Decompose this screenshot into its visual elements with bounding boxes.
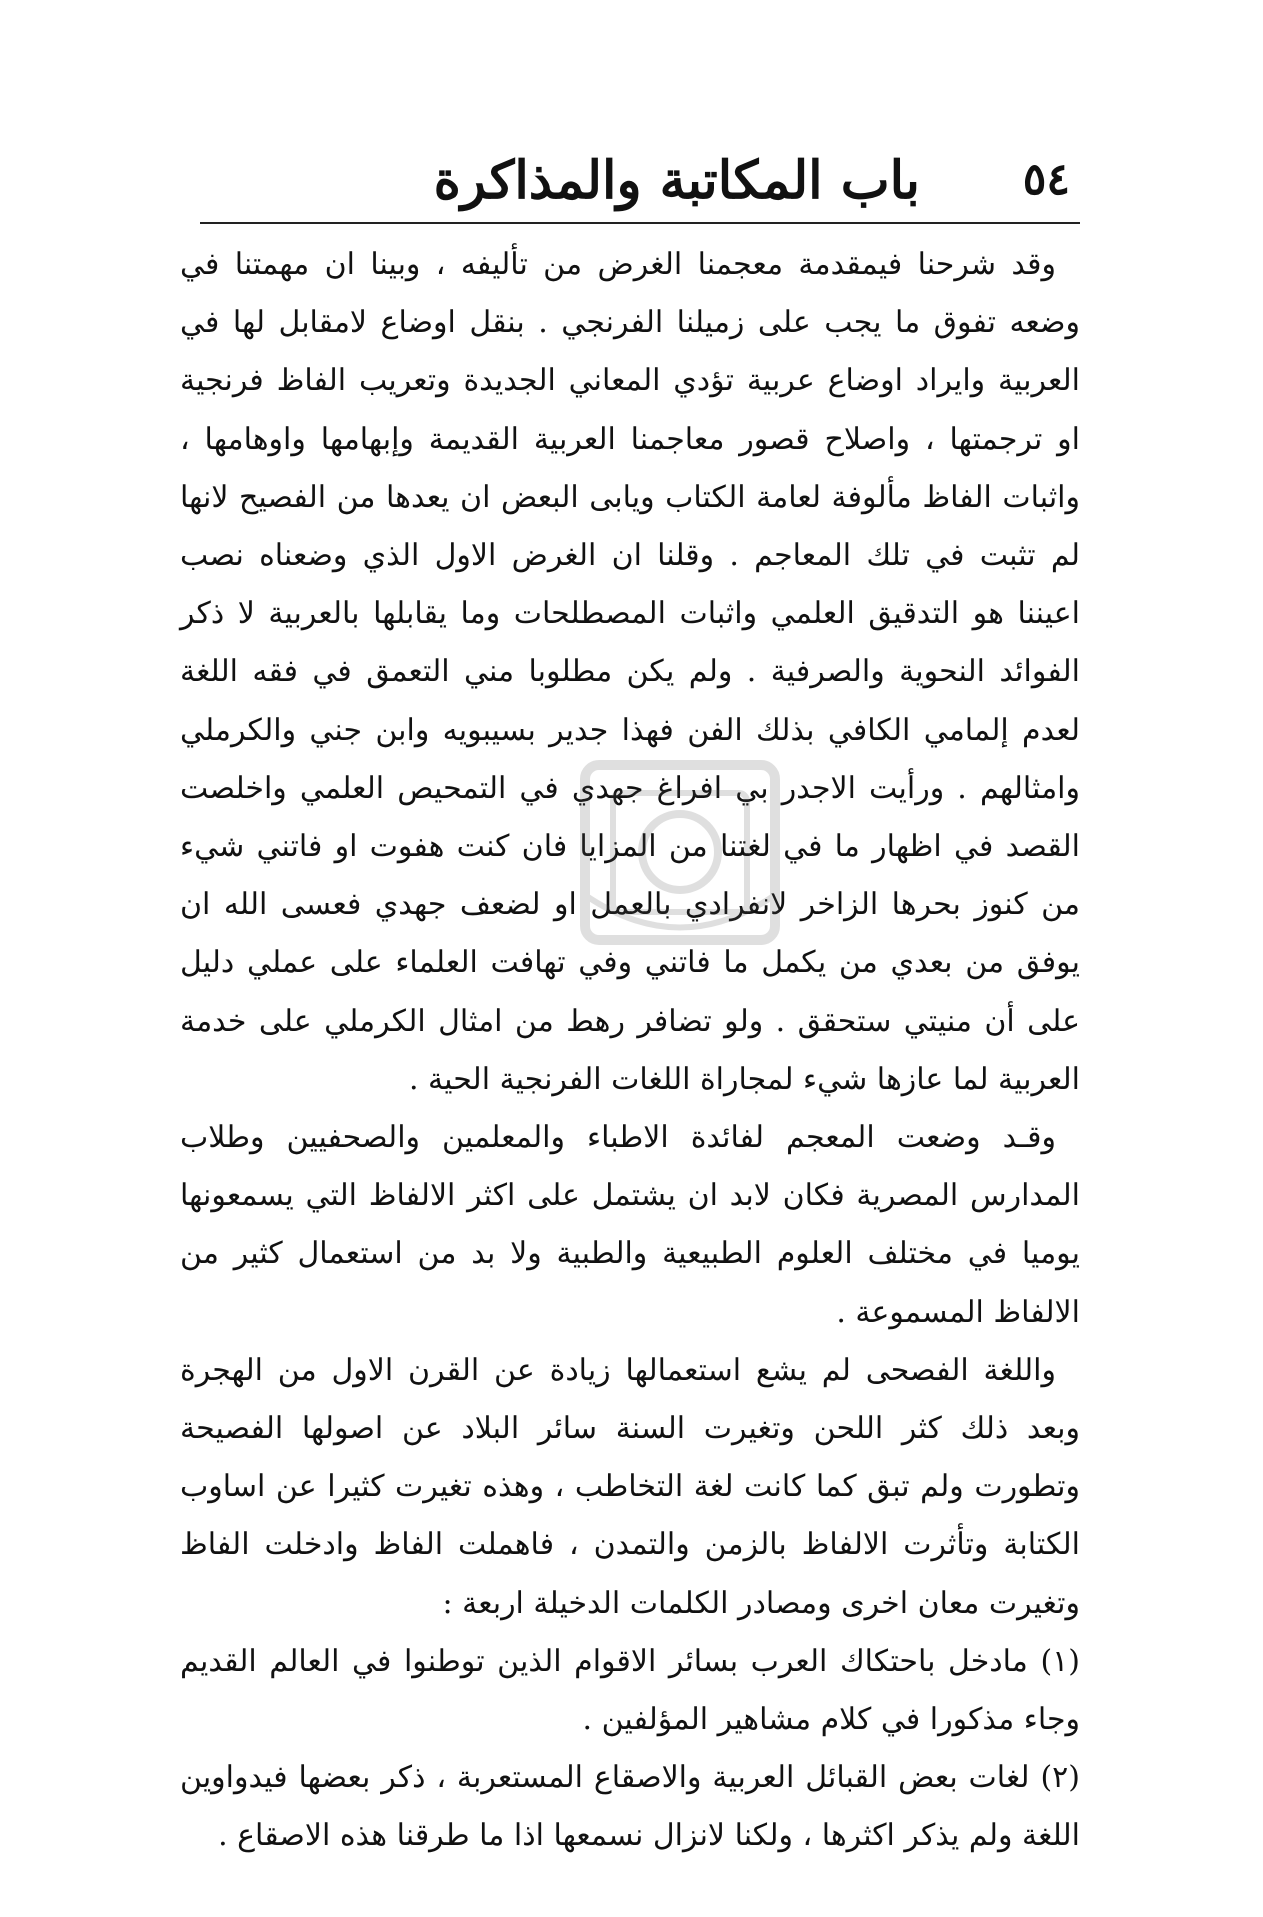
paragraph-3: واللغة الفصحى لم يشع استعمالها زيادة عن القرن الاول من الهجرة وبعد ذلك كثر اللحن وتغيرت السنة سائر البلاد عن اصولها الفصيحة وتطورت ولم تبق كما كانت لغة التخاطب ، وهذه تغيرت كثيرا عن اساوب الكتابة وتأثرت الالفاظ بالزمن والتمدن ، فاهملت الفاظ وادخلت الفاظ وتغيرت معان اخرى ومصادر الكلمات الدخيلة اربعة : xyxy=(180,1352,1080,1621)
list-item-1: (١) مادخل باحتكاك العرب بسائر الاقوام الذين توطنوا في العالم القديم وجاء مذكورا في كلام مشاهير المؤلفين . xyxy=(180,1643,1080,1738)
page-header xyxy=(220,150,1080,220)
paragraph-1: وقد شرحنا فيمقدمة معجمنا الغرض من تأليفه ، وبينا ان مهمتنا في وضعه تفوق ما يجب على زميلنا الفرنجي . بنقل اوضاع لامقابل لها في العربية وايراد اوضاع عربية تؤدي المعاني الجديدة وتعريب الفاظ فرنجية او ترجمتها ، واصلاح قصور معاجمنا العربية القديمة وإبهامها واوهامها ، واثبات الفاظ مألوفة لعامة الكتاب ويابى البعض ان يعدها من الفصيح لانها لم تثبت في تلك المعاجم . وقلنا ان الغرض الاول الذي وضعناه نصب اعيننا هو التدقيق العلمي واثبات المصطلحات وما يقابلها بالعربية لا ذكر الفوائد النحوية والصرفية . ولم يكن مطلوبا مني التعمق في فقه اللغة لعدم إلمامي الكافي بذلك الفن فهذا جدير بسيبويه وابن جني والكرملي وامثالهم . ورأيت الاجدر بي افراغ جهدي في التمحيص العلمي واخلصت القصد في اظهار ما في لغتنا من المزايا فان كنت هفوت او فاتني شيء من كنوز بحرها الزاخر لانفرادي بالعمل او لضعف جهدي فعسى الله ان يوفق من بعدي من يكمل ما فاتني وفي تهافت العلماء على عملي دليل على أن منيتي ستحقق . ولو تضافر رهط من امثال الكرملي على خدمة العربية لما عازها شيء لمجاراة اللغات الفرنجية الحية . xyxy=(180,247,1080,1097)
running-title: باب المكاتبة والمذاكرة xyxy=(433,150,920,211)
paragraph-2: وقـد وضعت المعجم لفائدة الاطباء والمعلمين والصحفيين وطلاب المدارس المصرية فكان لابد ان يشتمل على اكثر الالفاظ التي يسمعونها يوميا في مختلف العلوم الطبيعية والطبية ولا بد من استعمال كثير من الالفاظ المسموعة . xyxy=(180,1120,1080,1330)
body-text xyxy=(180,236,1080,1866)
page-number: ٥٤ xyxy=(1022,154,1070,205)
watermark-seal-icon xyxy=(565,745,795,960)
list-item-2: (٢) لغات بعض القبائل العربية والاصقاع المستعربة ، ذكر بعضها فيدواوين اللغة ولم يذكر اكثرها ، ولكنا لانزال نسمعها اذا ما طرقنا هذه الاصقاع . xyxy=(180,1760,1080,1854)
header-rule xyxy=(200,222,1080,224)
